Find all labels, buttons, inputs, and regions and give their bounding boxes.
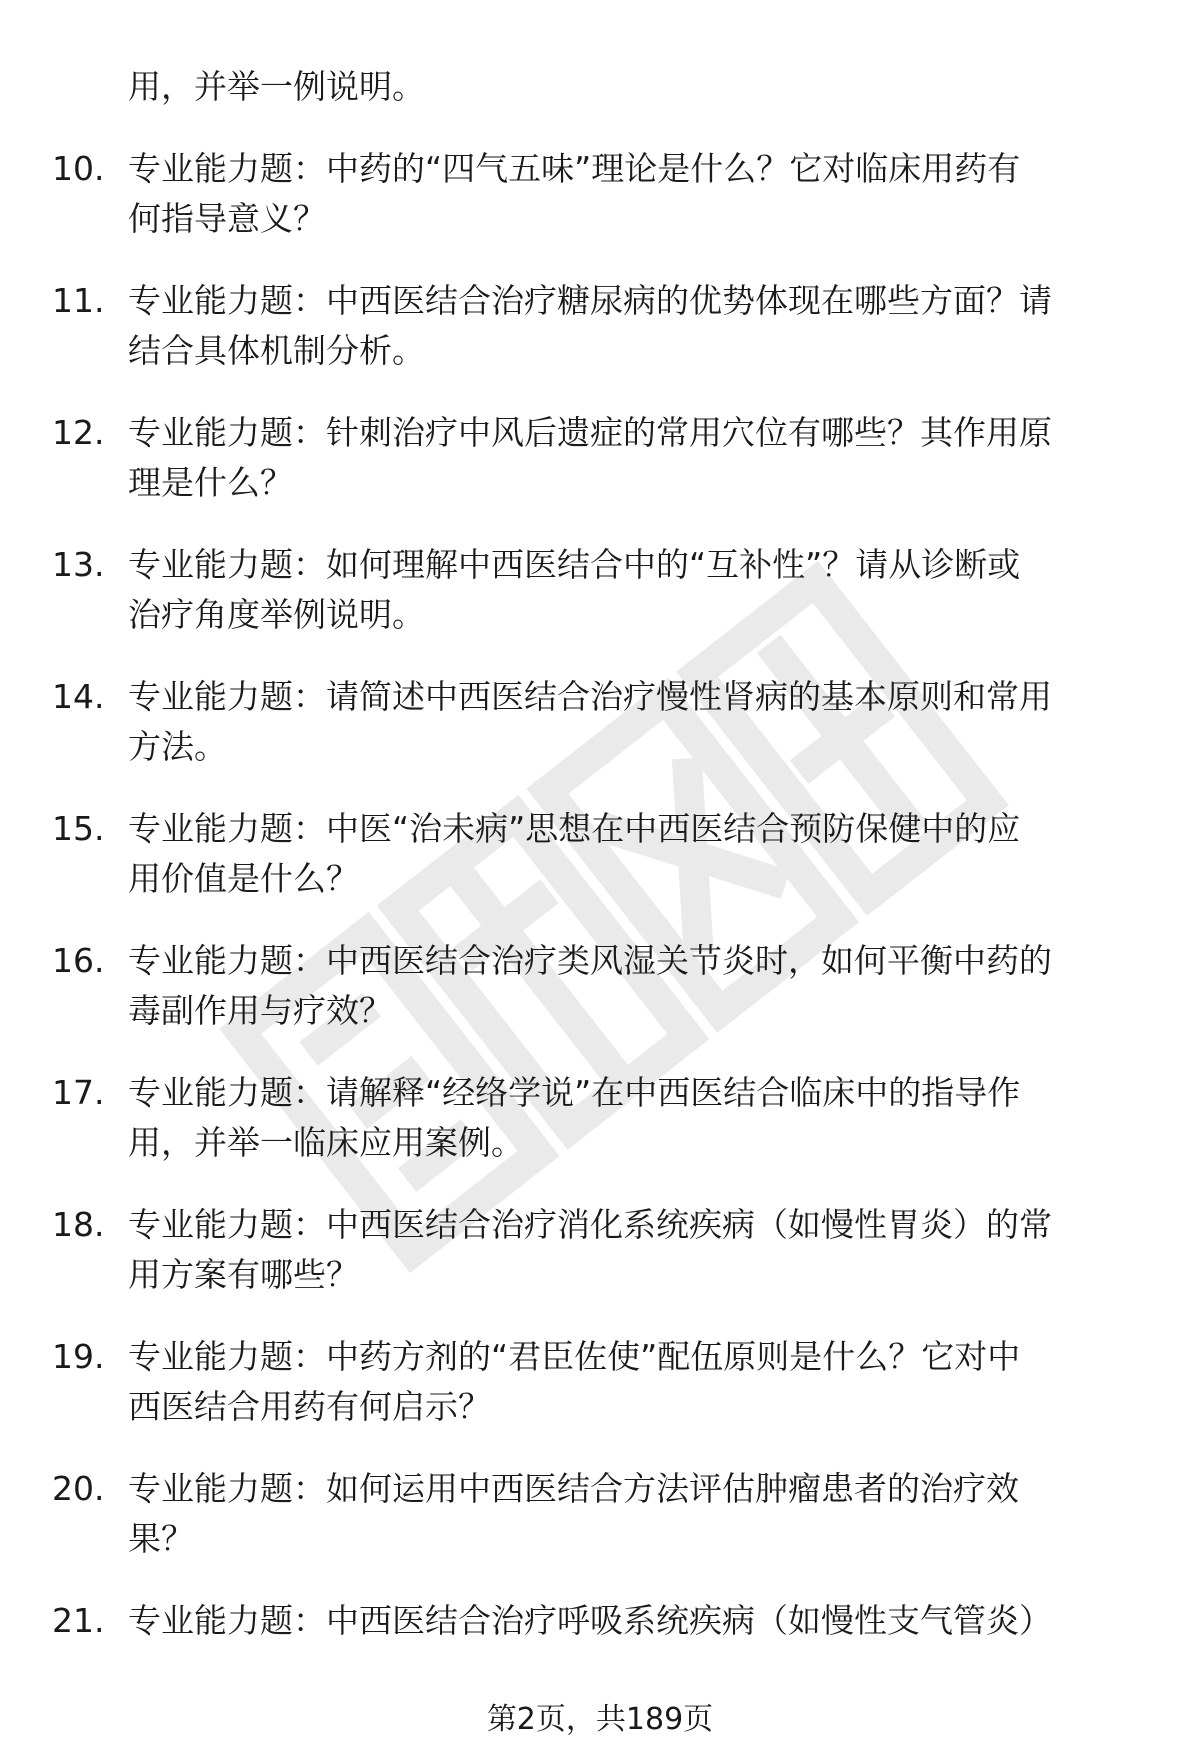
question-number: 11. xyxy=(52,281,105,320)
question-item xyxy=(0,1332,1200,1464)
question-line: 专业能力题：如何理解中西医结合中的“互补性”？请从诊断或 xyxy=(128,545,1021,584)
question-item xyxy=(0,408,1200,540)
question-item xyxy=(0,936,1200,1068)
question-line: 专业能力题：针刺治疗中风后遗症的常用穴位有哪些？其作用原 xyxy=(128,413,1052,452)
question-text xyxy=(128,1332,1138,1432)
question-text xyxy=(128,672,1138,772)
question-line: 专业能力题：中西医结合治疗消化系统疾病（如慢性胃炎）的常 xyxy=(128,1205,1052,1244)
question-number: 21. xyxy=(52,1601,105,1640)
question-item xyxy=(0,1200,1200,1332)
question-item xyxy=(0,144,1200,276)
question-text xyxy=(128,540,1138,640)
question-item xyxy=(0,1464,1200,1596)
question-line: 用方案有哪些？ xyxy=(128,1255,359,1294)
question-number: 15. xyxy=(52,809,105,848)
question-item xyxy=(0,1068,1200,1200)
question-line: 专业能力题：中药的“四气五味”理论是什么？它对临床用药有 xyxy=(128,149,1021,188)
question-line: 用，并举一临床应用案例。 xyxy=(128,1123,524,1162)
question-number: 20. xyxy=(52,1469,105,1508)
question-line: 治疗角度举例说明。 xyxy=(128,595,425,634)
question-text xyxy=(128,1596,1138,1646)
question-text xyxy=(128,936,1138,1036)
question-text xyxy=(128,276,1138,376)
question-text xyxy=(128,144,1138,244)
question-text xyxy=(128,1200,1138,1300)
question-line: 专业能力题：如何运用中西医结合方法评估肿瘤患者的治疗效 xyxy=(128,1469,1019,1508)
question-line: 专业能力题：中西医结合治疗类风湿关节炎时，如何平衡中药的 xyxy=(128,941,1052,980)
question-number: 14. xyxy=(52,677,105,716)
question-line: 结合具体机制分析。 xyxy=(128,331,425,370)
question-text xyxy=(128,804,1138,904)
question-text xyxy=(128,1068,1138,1168)
continuation-text: 用，并举一例说明。 xyxy=(128,67,425,106)
question-list xyxy=(0,144,1200,1728)
question-line: 专业能力题：中药方剂的“君臣佐使”配伍原则是什么？它对中 xyxy=(128,1337,1021,1376)
question-line: 果？ xyxy=(128,1519,194,1558)
question-number: 10. xyxy=(52,149,105,188)
question-line: 何指导意义？ xyxy=(128,199,326,238)
question-number: 17. xyxy=(52,1073,105,1112)
question-line: 方法。 xyxy=(128,727,227,766)
question-line: 专业能力题：请解释“经络学说”在中西医结合临床中的指导作 xyxy=(128,1073,1021,1112)
question-number: 18. xyxy=(52,1205,105,1244)
question-number: 13. xyxy=(52,545,105,584)
question-line: 专业能力题：请简述中西医结合治疗慢性肾病的基本原则和常用 xyxy=(128,677,1052,716)
question-line: 理是什么？ xyxy=(128,463,293,502)
question-item xyxy=(0,276,1200,408)
question-line: 西医结合用药有何启示？ xyxy=(128,1387,491,1426)
question-number: 12. xyxy=(52,413,105,452)
question-line: 专业能力题：中西医结合治疗呼吸系统疾病（如慢性支气管炎） xyxy=(128,1601,1052,1640)
question-text xyxy=(128,408,1138,508)
page-footer: 第2页，共189页 xyxy=(486,1702,714,1737)
question-item xyxy=(0,672,1200,804)
question-line: 专业能力题：中西医结合治疗糖尿病的优势体现在哪些方面？请 xyxy=(128,281,1052,320)
question-line: 专业能力题：中医“治未病”思想在中西医结合预防保健中的应 xyxy=(128,809,1021,848)
question-number: 19. xyxy=(52,1337,105,1376)
question-item xyxy=(0,804,1200,936)
question-text xyxy=(128,1464,1138,1564)
question-number: 16. xyxy=(52,941,105,980)
question-item xyxy=(0,540,1200,672)
question-line: 毒副作用与疗效？ xyxy=(128,991,392,1030)
question-line: 用价值是什么？ xyxy=(128,859,359,898)
